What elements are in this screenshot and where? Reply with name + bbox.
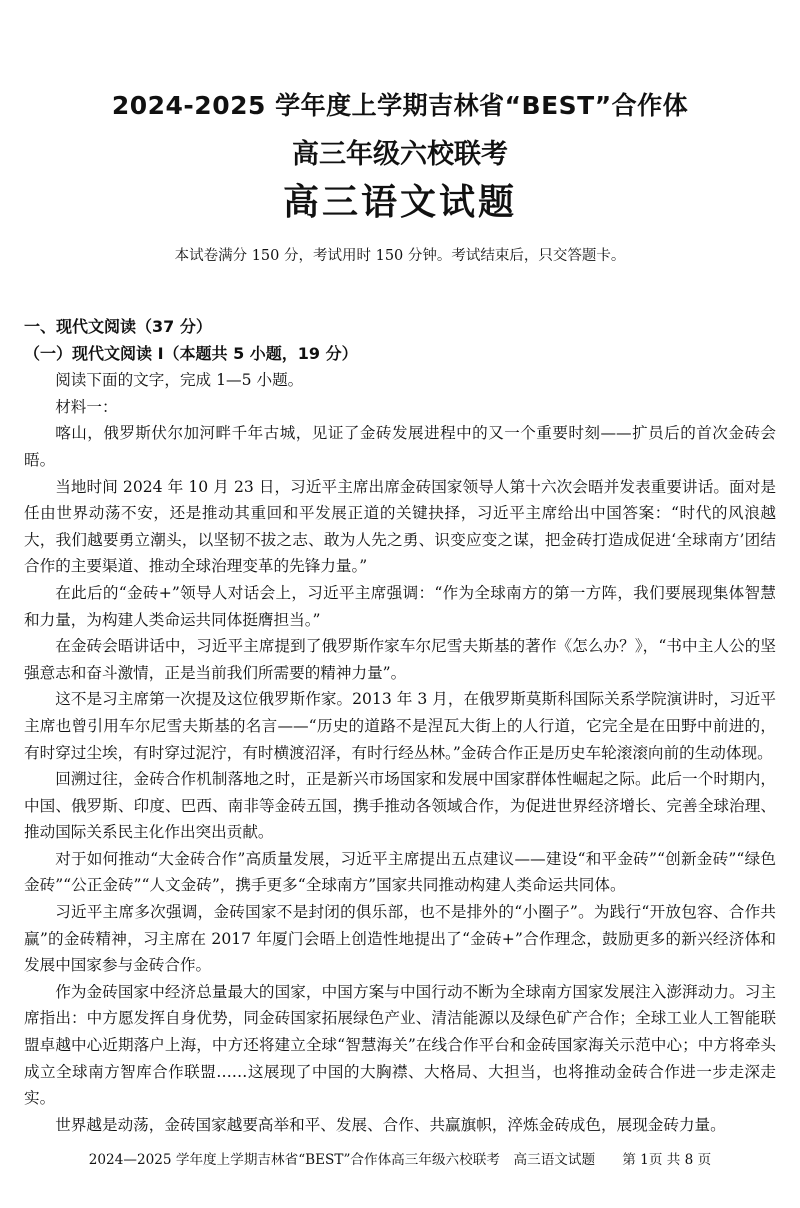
material-label: 材料一： <box>55 397 118 416</box>
paragraph: 对于如何推动“大金砖合作”高质量发展，习近平主席提出五点建议——建设“和平金砖”“创新金砖”“绿色金砖”“公正金砖”“人文金砖”，携手更多“全球南方”国家共同推动构建人类命运共同体。 <box>24 849 776 895</box>
exam-title-line1: 2024-2025 学年度上学期吉林省“BEST”合作体 <box>111 91 689 120</box>
exam-title-subject: 高三语文试题 <box>282 182 517 223</box>
paragraph: 习近平主席多次强调，金砖国家不是封闭的俱乐部，也不是排外的“小圈子”。为践行“开放包容、合作共赢”的金砖精神，习主席在 2017 年厦门会晤上创造性地提出了“金砖+”合作理念，鼓励更多的新兴经济体和发展中国家参与金砖合作。 <box>24 903 776 975</box>
paragraph: 作为金砖国家中经济总量最大的国家，中国方案与中国行动不断为全球南方国家发展注入澎湃动力。习主席指出：中方愿发挥自身优势，同金砖国家拓展绿色产业、清洁能源以及绿色矿产合作；全球工业人工智能联盟卓越中心近期落户上海，中方还将建立全球“智慧海关”在线合作平台和金砖国家海关示范中心；中方将牵头成立全球南方智库合作联盟……这展现了中国的大胸襟、大格局、大担当，也将推动金砖合作进一步走深走实。 <box>24 982 776 1108</box>
reading-prompt: 阅读下面的文字，完成 1—5 小题。 <box>55 371 304 390</box>
exam-title-line2: 高三年级六校联考 <box>292 139 508 170</box>
paragraph: 世界越是动荡，金砖国家越要高举和平、发展、合作、共赢旗帜，淬炼金砖成色，展现金砖力量。 <box>55 1115 726 1134</box>
section-subheading: （一）现代文阅读 I（本题共 5 小题，19 分） <box>24 343 358 363</box>
reading-section <box>24 314 776 1138</box>
exam-instructions: 本试卷满分 150 分，考试用时 150 分钟。考试结束后，只交答题卡。 <box>174 248 626 264</box>
paragraph: 当地时间 2024 年 10 月 23 日，习近平主席出席金砖国家领导人第十六次会晤并发表重要讲话。面对是任由世界动荡不安，还是推动其重回和平发展正道的关键抉择，习近平主席给出中国答案：“时代的风浪越大，我们越要勇立潮头，以坚韧不拔之志、敢为人先之勇、识变应变之谋，把金砖打造成促进‘全球南方’团结合作的主要渠道、推动全球治理变革的先锋力量。” <box>24 477 776 576</box>
paragraph: 这不是习主席第一次提及这位俄罗斯作家。2013 年 3 月，在俄罗斯莫斯科国际关系学院演讲时，习近平主席也曾引用车尔尼雪夫斯基的名言——“历史的道路不是涅瓦大街上的人行道，它完全是在田野中前进的，有时穿过尘埃，有时穿过泥泞，有时横渡沼泽，有时行经丛林。”金砖合作正是历史车轮滚滚向前的生动体现。 <box>24 690 776 762</box>
paragraph: 喀山，俄罗斯伏尔加河畔千年古城，见证了金砖发展进程中的又一个重要时刻——扩员后的首次金砖会晤。 <box>24 424 776 469</box>
paragraph: 在此后的“金砖+”领导人对话会上，习近平主席强调：“作为全球南方的第一方阵，我们要展现集体智慧和力量，为构建人类命运共同体挺膺担当。” <box>24 583 776 629</box>
paragraph: 回溯过往，金砖合作机制落地之时，正是新兴市场国家和发展中国家群体性崛起之际。此后一个时期内，中国、俄罗斯、印度、巴西、南非等金砖五国，携手推动各领域合作，为促进世界经济增长、完善全球治理、推动国际关系民主化作出突出贡献。 <box>24 770 776 842</box>
paragraph: 在金砖会晤讲话中，习近平主席提到了俄罗斯作家车尔尼雪夫斯基的著作《怎么办？》，“书中主人公的坚强意志和奋斗激情，正是当前我们所需要的精神力量”。 <box>24 637 776 682</box>
section-heading: 一、现代文阅读（37 分） <box>24 317 212 336</box>
page-footer: 2024—2025 学年度上学期吉林省“BEST”合作体高三年级六校联考 高三语文试题 第 1页 共 8 页 <box>88 1152 712 1168</box>
